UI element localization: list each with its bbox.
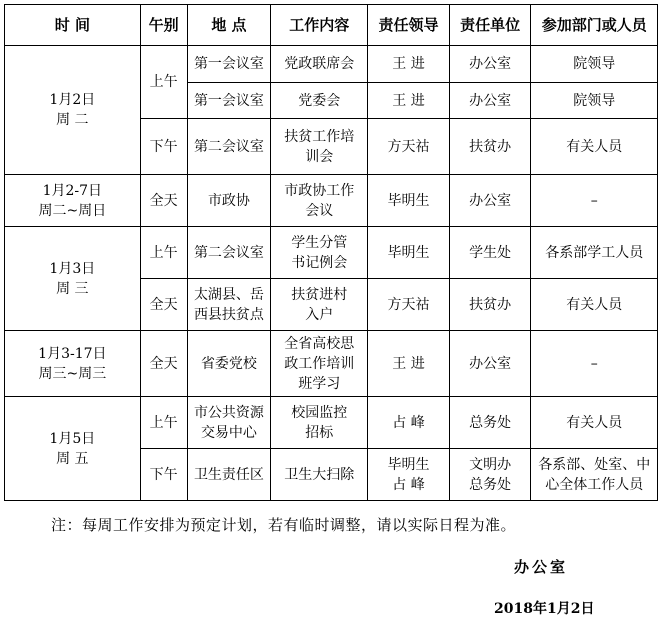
time-cell [5, 331, 141, 397]
content-line: 市政协工作 [284, 182, 355, 199]
header-period: 午别 [140, 5, 187, 46]
unit-cell: 扶贫办 [449, 279, 531, 331]
content-line: 学生分管 [291, 234, 348, 251]
unit-cell [449, 449, 531, 501]
dept-line: 各系部、处室、中 [538, 456, 651, 473]
place-cell: 市政协 [187, 175, 271, 227]
leader-cell: 方天祜 [368, 119, 450, 175]
place-cell [187, 397, 271, 449]
content-line: 班学习 [298, 375, 341, 392]
date-text: 1月5日 [49, 430, 96, 447]
header-place: 地 点 [187, 5, 271, 46]
content-line: 招标 [305, 424, 334, 441]
unit-cell: 办公室 [449, 83, 531, 119]
unit-cell: 办公室 [449, 46, 531, 83]
period-cell: 下午 [140, 119, 187, 175]
place-line: 交易中心 [200, 424, 257, 441]
dept-cell: 各系部学工人员 [531, 227, 658, 279]
leader-cell: 毕明生 [368, 227, 450, 279]
content-line: 会议 [305, 202, 334, 219]
unit-cell: 总务处 [449, 397, 531, 449]
unit-cell: 办公室 [449, 331, 531, 397]
footnote: 注：每周工作安排为预定计划，若有临时调整，请以实际日程为准。 [51, 516, 517, 534]
weekday-text: 周 五 [56, 450, 89, 467]
content-cell: 党委会 [271, 83, 368, 119]
period-cell: 上午 [140, 227, 187, 279]
place-cell: 第一会议室 [187, 83, 271, 119]
leader-cell: 王 进 [368, 46, 450, 83]
unit-cell: 办公室 [449, 175, 531, 227]
place-cell: 第二会议室 [187, 227, 271, 279]
time-cell [5, 227, 141, 331]
period-cell: 上午 [140, 46, 187, 119]
date-text: 1月3-17日 [38, 345, 107, 362]
period-cell: 上午 [140, 397, 187, 449]
header-dept: 参加部门或人员 [531, 5, 658, 46]
content-cell [271, 279, 368, 331]
header-time: 时 间 [5, 5, 141, 46]
leader-cell: 占 峰 [368, 397, 450, 449]
content-cell: 党政联席会 [271, 46, 368, 83]
place-line: 西县扶贫点 [193, 306, 264, 323]
content-line: 书记例会 [291, 254, 348, 271]
weekday-text: 周 二 [56, 112, 89, 128]
header-content: 工作内容 [271, 5, 368, 46]
date-text: 1月3日 [49, 260, 96, 277]
place-cell: 卫生责任区 [187, 449, 271, 501]
header-row [5, 5, 658, 46]
place-cell: 第一会议室 [187, 46, 271, 83]
dept-cell: 院领导 [531, 46, 658, 83]
content-line: 入户 [305, 306, 334, 323]
unit-line: 文明办 [469, 456, 512, 473]
dept-cell: 院领导 [531, 83, 658, 119]
unit-cell: 学生处 [449, 227, 531, 279]
leader-cell: 方天祜 [368, 279, 450, 331]
content-cell [271, 331, 368, 397]
content-line: 政工作培训 [284, 355, 355, 372]
content-cell: 卫生大扫除 [271, 449, 368, 501]
leader-cell: 王 进 [368, 331, 450, 397]
table-row [5, 331, 658, 397]
dept-cell [531, 449, 658, 501]
table-row [5, 175, 658, 227]
place-cell: 第二会议室 [187, 119, 271, 175]
weekday-text: 周二~周日 [38, 202, 107, 219]
content-line: 校园监控 [291, 404, 348, 421]
leader-line: 占 峰 [392, 476, 425, 493]
weekday-text: 周 三 [56, 280, 89, 297]
weekday-text: 周三~周三 [38, 365, 107, 382]
unit-cell: 扶贫办 [449, 119, 531, 175]
footer-date: 2018年1月2日 [494, 601, 595, 617]
dept-line: 心全体工作人员 [545, 476, 644, 493]
leader-cell [368, 449, 450, 501]
table-row [5, 397, 658, 449]
period-cell: 下午 [140, 449, 187, 501]
dept-cell: 有关人员 [531, 279, 658, 331]
place-line: 市公共资源 [193, 404, 264, 421]
dept-cell: 有关人员 [531, 119, 658, 175]
dept-cell: – [531, 331, 658, 397]
place-line: 太湖县、岳 [193, 286, 264, 303]
content-line: 扶贫工作培 [284, 128, 355, 145]
content-cell [271, 227, 368, 279]
time-cell [5, 397, 141, 501]
unit-line: 总务处 [469, 476, 512, 493]
content-cell [271, 119, 368, 175]
leader-cell: 毕明生 [368, 175, 450, 227]
leader-cell: 王 进 [368, 83, 450, 119]
dept-cell: – [531, 175, 658, 227]
date-text: 1月2-7日 [42, 182, 103, 199]
time-cell [5, 46, 141, 175]
table-row [5, 46, 658, 83]
place-cell: 省委党校 [187, 331, 271, 397]
content-cell [271, 397, 368, 449]
table-row [5, 227, 658, 279]
content-line: 训会 [305, 148, 334, 165]
date-text: 1月2日 [49, 92, 96, 108]
period-cell: 全天 [140, 175, 187, 227]
time-cell [5, 175, 141, 227]
schedule-table [4, 4, 658, 501]
content-cell [271, 175, 368, 227]
content-line: 全省高校思 [284, 335, 355, 352]
signature-office: 办公室 [514, 558, 569, 576]
period-cell: 全天 [140, 279, 187, 331]
header-leader: 责任领导 [368, 5, 450, 46]
dept-cell: 有关人员 [531, 397, 658, 449]
place-cell [187, 279, 271, 331]
leader-line: 毕明生 [387, 456, 430, 473]
header-unit: 责任单位 [449, 5, 531, 46]
content-line: 扶贫进村 [291, 286, 348, 303]
period-cell: 全天 [140, 331, 187, 397]
